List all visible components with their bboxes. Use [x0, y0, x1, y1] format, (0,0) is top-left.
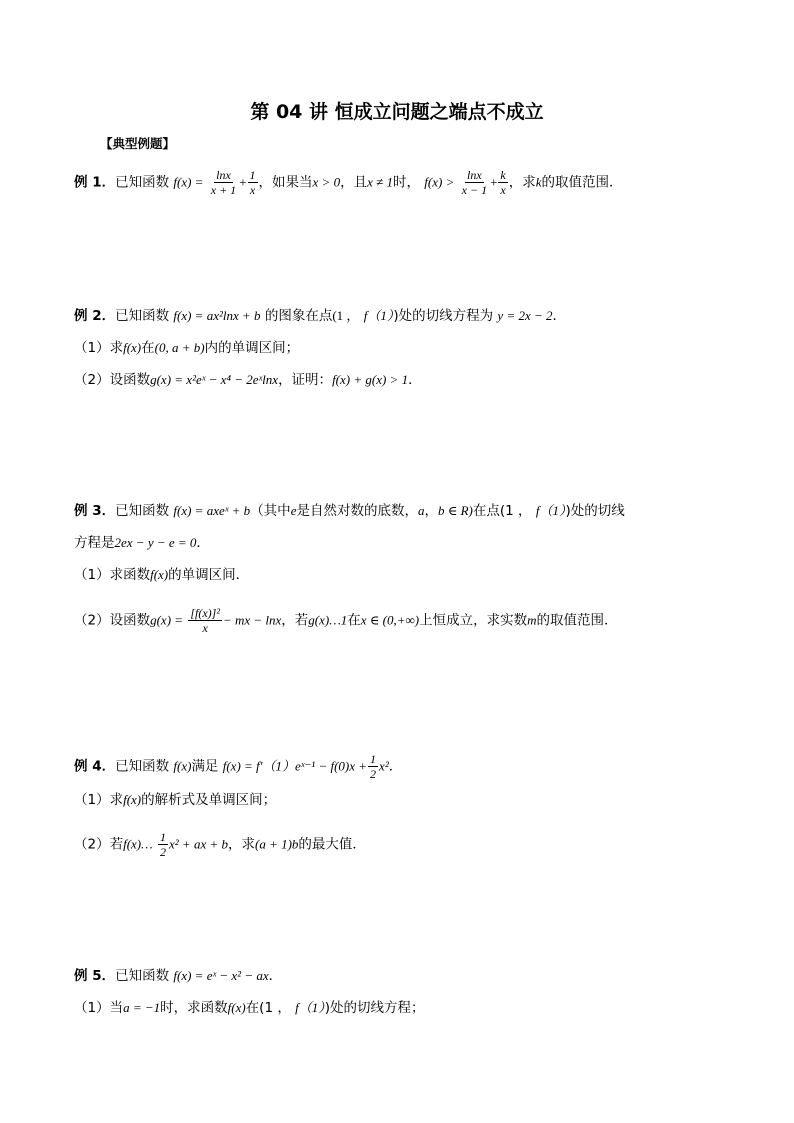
example-label: 例 5． — [74, 968, 116, 984]
example-4-part-2: （2）若f(x)… $\frac{1}{2}$ x² + ax + b，求(a + 1)b的最大值． — [74, 830, 366, 859]
section-heading: 【典型例题】 — [100, 136, 176, 151]
example-4: 例 4．已知函数 f(x)满足 f(x) = f′（1）eˣ⁻¹ − f(0)x + $\frac{1}{2}$ x²． — [74, 752, 403, 781]
fraction: $\frac{\ln x}{x - 1}$ — [461, 168, 488, 197]
fraction: $\frac{1}{2}$ — [370, 752, 377, 781]
example-5-part-1: （1）当a = −1时，求函数f(x)在(1 ， f（1）)处的切线方程； — [74, 1000, 425, 1016]
page-title: 第 04 讲 恒成立问题之端点不成立 — [250, 101, 544, 123]
example-label: 例 3． — [74, 503, 116, 519]
fraction: $\frac{1}{2}$ — [160, 830, 166, 859]
example-label: 例 4． — [74, 758, 116, 775]
fraction: $\frac{\text{[f(x)]²}}{x}$ — [190, 606, 220, 635]
example-label: 例 1． — [74, 174, 116, 191]
example-1: 例 1．已知函数 f(x) = $\frac{\ln x}{x + 1}$ + $\frac{1}{x}$ ，如果当x > 0，且x ≠ 1时， f(x) > $\frac{\ln x}{x - 1}$ + $\frac{k}{x}$ ，求k的取值范围． — [74, 168, 623, 197]
example-2-part-2: （2）设函数g(x) = x²eˣ − x⁴ − 2eˣlnx，证明：f(x) + g(x) > 1． — [74, 372, 422, 388]
example-4-part-1: （1）求f(x)的解析式及单调区间； — [74, 792, 277, 808]
example-label: 例 2． — [74, 308, 116, 324]
fraction: $\frac{1}{x}$ — [249, 168, 256, 197]
fraction: $\frac{\ln x}{x + 1}$ — [210, 168, 237, 197]
example-2-part-1: （1）求f(x)在(0, a + b)内的单调区间； — [74, 340, 300, 356]
example-3-continued: 方程是2ex − y − e = 0． — [74, 535, 210, 551]
example-3: 例 3．已知函数 f(x) = axeˣ + b（其中e是自然对数的底数，a，b ∈ R)在点(1 ， f（1）)处的切线 — [74, 503, 625, 519]
fraction: $\frac{k}{x}$ — [500, 168, 506, 197]
example-3-part-2: （2）设函数g(x) = $\frac{\text{[f(x)]²}}{x}$ − mx − lnx，若g(x)…1在x ∈ (0,+∞)上恒成立，求实数m的取值范围． — [74, 606, 618, 635]
example-5: 例 5．已知函数 f(x) = eˣ − x² − ax． — [74, 968, 283, 984]
example-3-part-1: （1）求函数f(x)的单调区间． — [74, 567, 250, 583]
example-2: 例 2．已知函数 f(x) = ax²lnx + b 的图象在点(1 ， f（1）)处的切线方程为 y = 2x − 2． — [74, 308, 567, 324]
